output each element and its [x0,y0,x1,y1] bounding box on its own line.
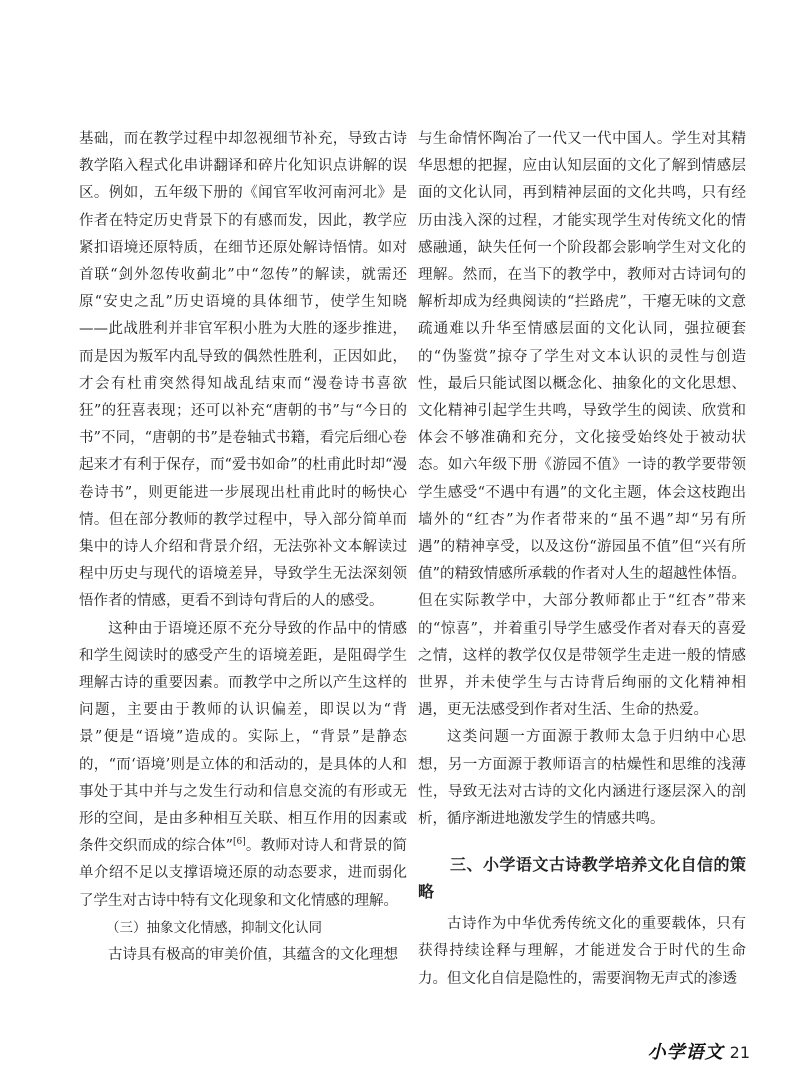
page-number: 21 [729,1043,750,1062]
section-subheading: （三）抽象文化情感，抑制文化认同 [106,919,322,936]
page-footer [648,1038,750,1064]
paragraph: 基础，而在教学过程中却忽视细节补充，导致古诗教学陷入程式化串讲翻译和碎片化知识点讲解的误区。例如，五年级下册的《闻官军收河南河北》是作者在特定历史背景下的有感而发，因此，教学应紧扣语境还原特质，在细节还原处解诗悟情。如对首联“剑外忽传收蓟北”中“忽传”的解读，就需还原“安史之乱”历史语境的具体细节，使学生知晓——此战胜利并非官军积小胜为大胜的逐步推进，而是因为叛军内乱导致的偶然性胜利，正因如此，才会有杜甫突然得知战乱结束而“漫卷诗书喜欲狂”的狂喜表现；还可以补充“唐朝的书”与“今日的书”不同，“唐朝的书”是卷轴式书籍，看完后细心卷起来才有利于保存，而“爱书如命”的杜甫此时却“漫卷诗书”，则更能进一步展现出杜甫此时的畅快心情。但在部分教师的教学过程中，导入部分简单而集中的诗人介绍和背景介绍，无法弥补文本解读过程中历史与现代的语境差异，导致学生无法深刻领悟作者的情感，更看不到诗句背后的人的感受。 [79,131,407,610]
left-column [79,126,407,969]
journal-logo: 小学语文 [647,1042,724,1063]
paragraph-text: 。教师对诗人和背景的简单介绍不足以支撑语境还原的动态要求，进而弱化了学生对古诗中特有文化现象和文化情感的理解。 [79,838,407,909]
paragraph: 古诗具有极高的审美价值，其蕴含的文化理想 [108,947,398,964]
citation-ref: [6] [233,837,246,848]
paragraph-text: 这种由于语境还原不充分导致的作品中的情感和学生阅读时的感受产生的语境差距，是阻碍学生理解古诗的重要因素。而教学中之所以产生这样的问题，主要由于教师的认识偏差，即误以为“背景”便是“语境”造成的。实际上，“背景”是静态的，“而‘语境’则是立体的和活动的，是具体的人和事处于其中并与之发生行动和信息交流的有形或无形的空间，是由多种相互关联、相互作用的因素或条件交织而成的综合体” [79,620,407,855]
paragraph [79,616,407,915]
paragraph: 与生命情怀陶冶了一代又一代中国人。学生对其精华思想的把握，应由认知层面的文化了解到情感层面的文化认同，再到精神层面的文化共鸣，只有经历由浅入深的过程，才能实现学生对传统文化的情感融通，缺失任何一个阶段都会影响学生对文化的理解。然而，在当下的教学中，教师对古诗词句的解析却成为经典阅读的“拦路虎”，干瘪无味的文意疏通难以升华至情感层面的文化认同，强拉硬套的“伪鉴赏”掠夺了学生对文本认识的灵性与创造性，最后只能试图以概念化、抽象化的文化思想、文化精神引起学生共鸣，导致学生的阅读、欣赏和体会不够准确和充分，文化接受始终处于被动状态。如六年级下册《游园不值》一诗的教学要带领学生感受“不遇中有遇”的文化主题，体会这枝跑出墙外的“红杏”为作者带来的“虽不遇”却“另有所遇”的精神享受，以及这份“游园虽不值”但“兴有所值”的精致情感所承载的作者对人生的超越性体悟。但在实际教学中，大部分教师都止于“红杏”带来的“惊喜”，并着重引导学生感受作者对春天的喜爱之情，这样的教学仅仅是带领学生走进一般的情感世界，并未使学生与古诗背后绚丽的文化精神相遇，更无法感受到作者对生活、生命的热爱。 [418,131,746,719]
paragraph: 古诗作为中华优秀传统文化的重要载体，只有获得持续诠释与理解，才能迸发合于时代的生命力。但文化自信是隐性的，需要润物无声式的渗透 [418,916,746,987]
paragraph: 这类问题一方面源于教师太急于归纳中心思想，另一方面源于教师语言的枯燥性和思维的浅薄性，导致无法对古诗的文化内涵进行逐层深入的剖析，循序渐进地激发学生的情感共鸣。 [418,729,746,828]
section-heading: 三、小学语文古诗教学培养文化自信的策略 [418,855,746,902]
right-column [418,126,746,993]
